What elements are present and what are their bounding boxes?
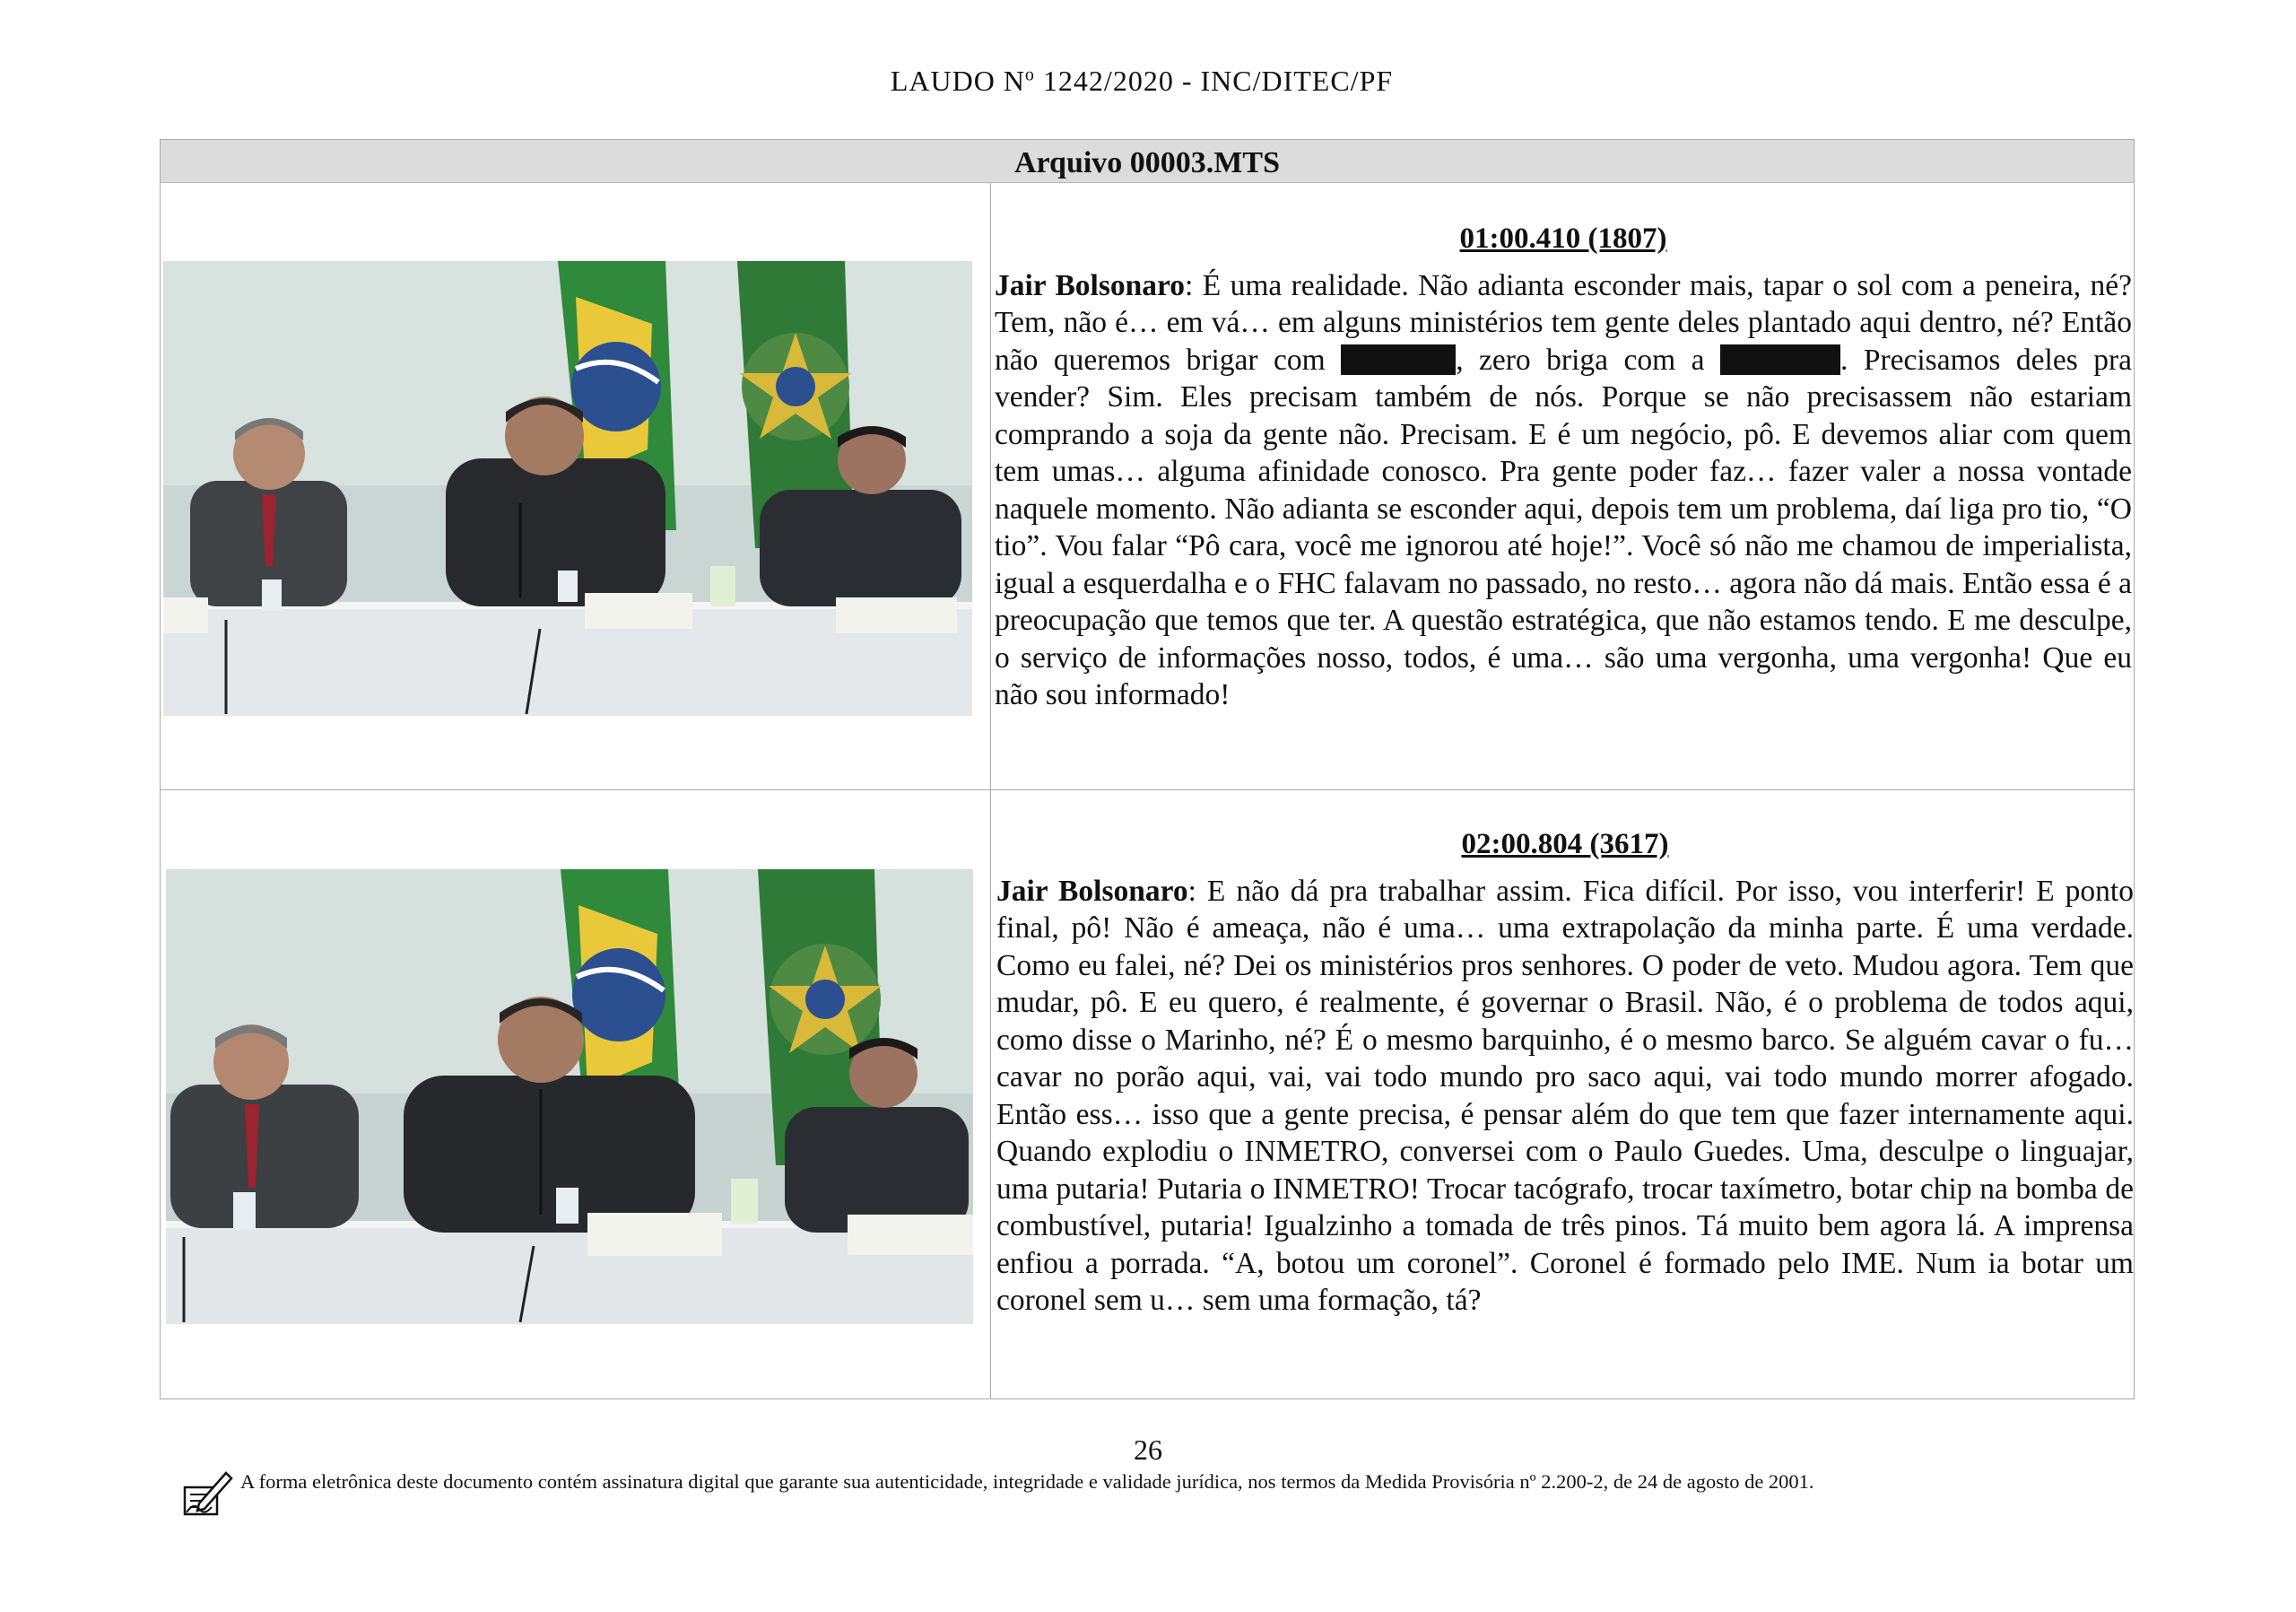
speaker-name: Jair Bolsonaro <box>996 874 1188 908</box>
header-rest: 1242/2020 - INC/DITEC/PF <box>1034 65 1394 97</box>
document-header <box>0 65 2283 98</box>
signature-notice: A forma eletrônica deste documento contém assinatura digital que garante sua autenticidade, integridade e validade jurídica, nos termos da Medida Provisória nº 2.200-2, de 24 de agosto de 2001. <box>240 1470 1814 1493</box>
entry-timestamp: 01:00.410 (1807) <box>1459 222 1667 255</box>
redaction-box <box>1720 344 1840 375</box>
transcript-text-part-3: . Precisamos deles pra vender? Sim. Eles precisam também de nós. Porque se não precisassem não estariam comprando a soja da gente não. Precisam. E é um negócio, pô. E devemos aliar com quem tem umas… alguma afinidade conosco. Pra gente poder faz… fazer valer a nossa vontade naquele momento. Não adianta se esconder aqui, depois tem um problema, daí liga pro tio, “O tio”. Vou falar “Pô cara, você me ignorou até hoje!”. Você só não me chamou de imperialista, igual a esquerdalha e o FHC falavam no passado, no resto… agora não dá mais. Então essa é a preocupação que temos que ter. A questão estratégica, que não estamos tendo. E me desculpe, o serviço de informações nosso, todos, é uma… são uma vergonha, uma vergonha! Que eu não sou informado! <box>995 343 2132 711</box>
speaker-name: Jair Bolsonaro <box>995 268 1186 302</box>
video-frame-photo <box>166 869 973 1324</box>
transcript-entry <box>996 826 2134 1320</box>
column-divider <box>990 183 991 1399</box>
transcript-entry <box>995 221 2132 714</box>
header-ordinal: o <box>1024 65 1035 85</box>
entry-timestamp: 02:00.804 (3617) <box>1461 828 1669 860</box>
video-frame-photo <box>163 261 972 716</box>
entry-transcript <box>995 267 2132 714</box>
meeting-scene-image <box>166 869 973 1324</box>
transcript-text-part-1: : É uma realidade. Não adianta esconder mais, tapar o sol com a peneira, né? Tem, não é… em vá… em alguns ministérios tem gente deles plantado aqui dentro, né? Então não queremos brigar com <box>995 268 2132 377</box>
redaction-box <box>1341 344 1456 375</box>
page-number: 26 <box>1134 1433 1162 1466</box>
file-title: Arquivo 00003.MTS <box>161 140 2134 183</box>
transcript-text-part-2: , zero briga com a <box>1456 343 1720 377</box>
transcript-table <box>160 139 2135 1399</box>
transcript-text: : E não dá pra trabalhar assim. Fica difícil. Por isso, vou interferir! E ponto final, pô! Não é ameaça, não é uma… uma extrapolação da minha parte. É uma verdade. Como eu falei, né? Dei os ministérios pros senhores. O poder de veto. Mudou agora. Tem que mudar, pô. E eu quero, é realmente, é governar o Brasil. Não, é o problema de todos aqui, como disse o Marinho, né? É o mesmo barquinho, é o mesmo barco. Se alguém cavar o fu… cavar no porão aqui, vai, vai todo mundo pro saco aqui, vai todo mundo morrer afogado. Então ess… isso que a gente precisa, é pensar além do que tem que fazer internamente aqui. Quando explodiu o INMETRO, conversei com o Paulo Guedes. Uma, desculpe o linguajar, uma putaria! Putaria o INMETRO! Trocar tacógrafo, trocar taxímetro, botar chip na bomba de combustível, putaria! Igualzinho a tomada de três pinos. Tá muito bem agora lá. A imprensa enfiou a porrada. “A, botou um coronel”. Coronel é formado pelo IME. Num ia botar um coronel sem u… sem uma formação, tá? <box>996 874 2134 1317</box>
meeting-scene-image <box>163 261 972 716</box>
header-prefix: LAUDO N <box>890 65 1025 97</box>
digital-signature-icon <box>179 1468 233 1518</box>
entry-transcript <box>996 873 2134 1320</box>
row-divider <box>161 789 2134 790</box>
